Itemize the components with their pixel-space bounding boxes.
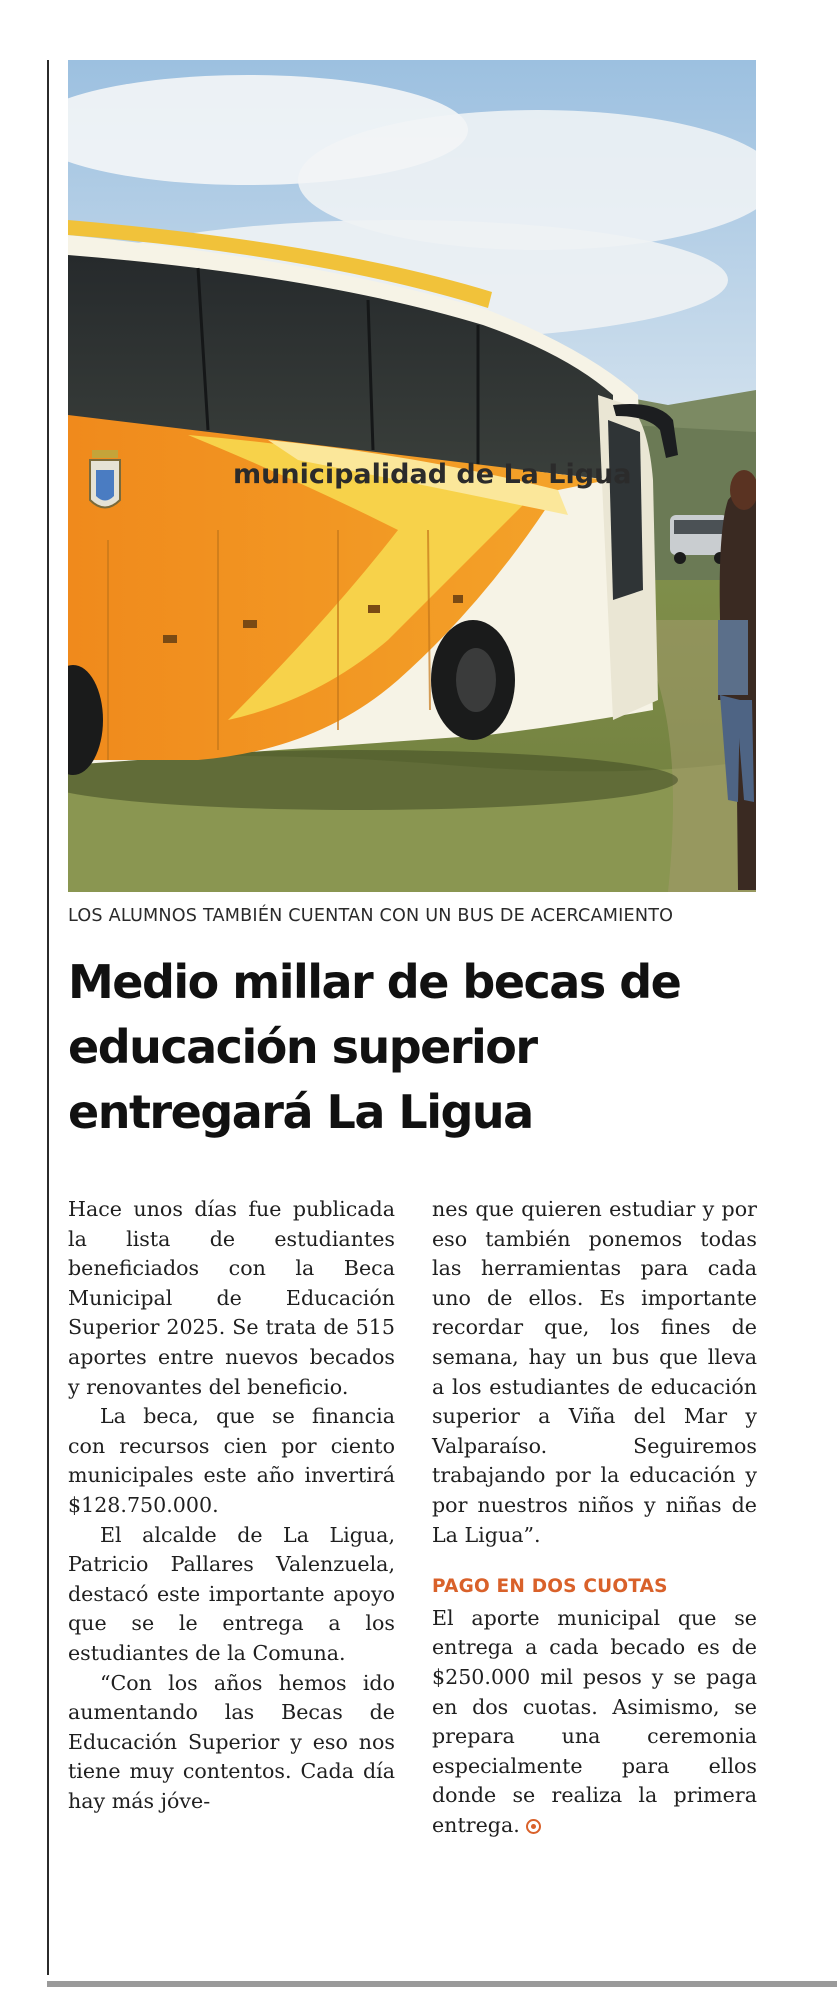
payment-text: El aporte municipal que se entrega a cada becado es de $250.000 mil pesos y se paga en dos cuotas. Asimismo, se prepara una ceremonia especialmente para ellos donde se realiza la primera entrega. [432,1605,757,1837]
paragraph-mayor: El alcalde de La Ligua, Patricio Pallares Valenzuela, destacó este importante apoyo que se le entrega a los estudiantes de la Comuna. [68,1522,395,1665]
paragraph-quote-continued: nes que quieren estudiar y por eso también ponemos todas las herramientas para cada uno de ellos. Es importante recordar que, los fines de semana, hay un bus que lleva a los estudiantes de educación superior a Viña del Mar y Valparaíso. Seguiremos trabajando por la educación y por nuestros niños y niñas de La Ligua”. [432,1197,757,1547]
paragraph-payment [432,1604,757,1841]
photo-caption: LOS ALUMNOS TAMBIÉN CUENTAN CON UN BUS DE ACERCAMIENTO [68,906,674,926]
bus-lettering: municipalidad de La Ligua [233,459,632,490]
headline: Medio millar de becas de educación superior entregará La Ligua [68,955,681,1139]
bottom-rule [47,1981,837,1987]
paragraph-intro: Hace unos días fue publicada la lista de estudiantes beneficiados con la Beca Municipal de Educación Superior 2025. Se trata de 515 aportes entre nuevos becados y renovantes del beneficio. [68,1197,395,1399]
left-column-rule [47,60,49,1975]
paragraph-quote-start: “Con los años hemos ido aumentando las Becas de Educación Superior y eso nos tiene muy contentos. Cada día hay más jóve- [68,1670,395,1813]
section-subhead: PAGO EN DOS CUOTAS [432,1576,668,1598]
left-text-column [68,1195,395,1816]
bus-photo [68,60,756,892]
paragraph-budget: La beca, que se financia con recursos cien por ciento municipales este año invertirá $128.750.000. [68,1404,395,1517]
end-of-article-icon [526,1819,541,1834]
right-text-column [432,1195,757,1840]
